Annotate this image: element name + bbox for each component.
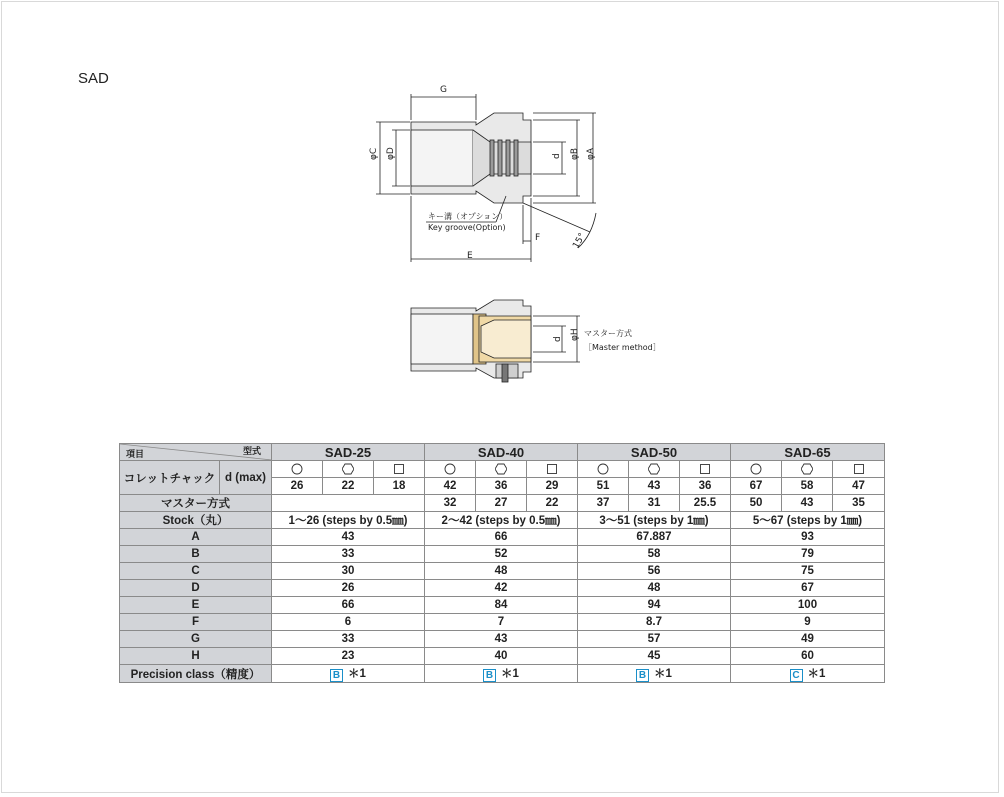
dim-phi-a-label: φA: [586, 147, 596, 160]
row-value: 52: [425, 546, 578, 563]
dim-angle-label: 15°: [571, 231, 588, 251]
table-header-row: [120, 444, 885, 461]
dim-f-label: F: [535, 233, 541, 243]
row-value: 58: [578, 546, 731, 563]
collet-value: 67: [731, 478, 782, 495]
dmax-label: d (max): [220, 461, 272, 495]
row-label-e: E: [120, 597, 272, 614]
row-value: 7: [425, 614, 578, 631]
collet-value: 42: [425, 478, 476, 495]
precision-note: ＊1: [654, 668, 672, 680]
collet-value: 22: [323, 478, 374, 495]
model-header-sad-65: SAD-65: [731, 444, 885, 461]
collet-value: 43: [629, 478, 680, 495]
corner-model-label: 型式: [242, 446, 261, 456]
master-method-label: マスター方式: [120, 495, 272, 512]
master-value: 35: [833, 495, 885, 512]
row-value: 93: [731, 529, 885, 546]
master-value: 43: [782, 495, 833, 512]
row-value: 43: [272, 529, 425, 546]
row-value: 79: [731, 546, 885, 563]
stock-label: Stock（丸）: [120, 512, 272, 529]
circle-icon: [272, 461, 323, 478]
dim-phi-c-label: φC: [369, 147, 379, 160]
model-header-sad-50: SAD-50: [578, 444, 731, 461]
row-value: 60: [731, 648, 885, 665]
corner-item-label: 項目: [126, 449, 145, 459]
row-label-g: G: [120, 631, 272, 648]
row-value: 48: [425, 563, 578, 580]
master-value: 32: [425, 495, 476, 512]
row-value: 43: [425, 631, 578, 648]
master-value: 25.5: [680, 495, 731, 512]
row-value: 30: [272, 563, 425, 580]
hexagon-icon: [629, 461, 680, 478]
row-value: 67.887: [578, 529, 731, 546]
stock-value: 2～42 (steps by 0.5㎜): [425, 512, 578, 529]
row-value: 48: [578, 580, 731, 597]
collet-value: 18: [374, 478, 425, 495]
row-value: 67: [731, 580, 885, 597]
table-row: [120, 597, 885, 614]
master-value: 31: [629, 495, 680, 512]
row-value: 57: [578, 631, 731, 648]
table-row: [120, 631, 885, 648]
master-method-en-label: ［Master method］: [584, 343, 661, 352]
collet-value: 36: [680, 478, 731, 495]
dim-g-label: G: [440, 85, 447, 95]
precision-class-label: Precision class（精度）: [120, 665, 272, 683]
square-icon: [374, 461, 425, 478]
row-value: 45: [578, 648, 731, 665]
row-value: 94: [578, 597, 731, 614]
square-icon: [833, 461, 885, 478]
dim-phi-b-label: φB: [570, 147, 580, 160]
row-label-a: A: [120, 529, 272, 546]
precision-note: ＊1: [807, 668, 826, 680]
circle-icon: [731, 461, 782, 478]
row-value: 6: [272, 614, 425, 631]
stock-value: 5～67 (steps by 1㎜): [731, 512, 885, 529]
row-value: 23: [272, 648, 425, 665]
precision-class-badge: B: [330, 669, 343, 682]
table-row: [120, 546, 885, 563]
row-value: 8.7: [578, 614, 731, 631]
collet-chuck-label: コレットチャック: [120, 461, 220, 495]
circle-icon: [425, 461, 476, 478]
collet-value: 26: [272, 478, 323, 495]
master-method-row: [120, 495, 885, 512]
master-method-jp-label: マスター方式: [584, 329, 632, 338]
key-groove-en-label: Key groove(Option): [428, 223, 506, 232]
precision-cell: [272, 665, 425, 683]
key-groove-jp-label: キー溝（オプション）: [428, 212, 508, 221]
precision-note: ＊1: [501, 668, 519, 680]
row-value: 33: [272, 631, 425, 648]
collet-value: 58: [782, 478, 833, 495]
model-header-sad-25: SAD-25: [272, 444, 425, 461]
precision-class-badge: B: [636, 669, 649, 682]
collet-value: 29: [527, 478, 578, 495]
stock-value: 1～26 (steps by 0.5㎜): [272, 512, 425, 529]
collet-value: 51: [578, 478, 629, 495]
row-value: 40: [425, 648, 578, 665]
row-value: 66: [425, 529, 578, 546]
circle-icon: [578, 461, 629, 478]
row-value: 56: [578, 563, 731, 580]
row-value: 100: [731, 597, 885, 614]
header-corner-cell: [120, 444, 272, 461]
precision-class-badge: C: [790, 669, 803, 682]
row-label-f: F: [120, 614, 272, 631]
spec-table: [119, 443, 885, 683]
master-value: 37: [578, 495, 629, 512]
square-icon: [527, 461, 578, 478]
table-row: [120, 563, 885, 580]
row-value: 49: [731, 631, 885, 648]
hexagon-icon: [476, 461, 527, 478]
precision-note: ＊1: [348, 668, 366, 680]
master-value: 27: [476, 495, 527, 512]
row-value: 66: [272, 597, 425, 614]
stock-value: 3～51 (steps by 1㎜): [578, 512, 731, 529]
dim-e-label: E: [467, 251, 473, 261]
stock-row: [120, 512, 885, 529]
row-value: 9: [731, 614, 885, 631]
table-row: [120, 648, 885, 665]
dim-d-label: d: [552, 153, 562, 159]
model-header-sad-40: SAD-40: [425, 444, 578, 461]
row-label-h: H: [120, 648, 272, 665]
precision-cell: [425, 665, 578, 683]
precision-cell: [731, 665, 885, 683]
row-value: 33: [272, 546, 425, 563]
dim-phi-d-label: φD: [386, 147, 396, 160]
hexagon-icon: [323, 461, 374, 478]
row-value: 42: [425, 580, 578, 597]
precision-class-badge: B: [483, 669, 496, 682]
table-row: [120, 614, 885, 631]
hexagon-icon: [782, 461, 833, 478]
shape-row: [120, 461, 885, 478]
row-label-c: C: [120, 563, 272, 580]
row-value: 84: [425, 597, 578, 614]
precision-cell: [578, 665, 731, 683]
master-dim-d-label: d: [553, 336, 563, 342]
square-icon: [680, 461, 731, 478]
collet-value: 47: [833, 478, 885, 495]
master-value-empty: [272, 495, 425, 512]
precision-row: [120, 665, 885, 683]
table-row: [120, 580, 885, 597]
master-value: 22: [527, 495, 578, 512]
row-value: 75: [731, 563, 885, 580]
page-title: SAD: [78, 70, 109, 87]
row-label-b: B: [120, 546, 272, 563]
master-dim-phi-h-label: φH: [570, 328, 580, 341]
row-value: 26: [272, 580, 425, 597]
table-row: [120, 529, 885, 546]
collet-value: 36: [476, 478, 527, 495]
row-label-d: D: [120, 580, 272, 597]
master-value: 50: [731, 495, 782, 512]
